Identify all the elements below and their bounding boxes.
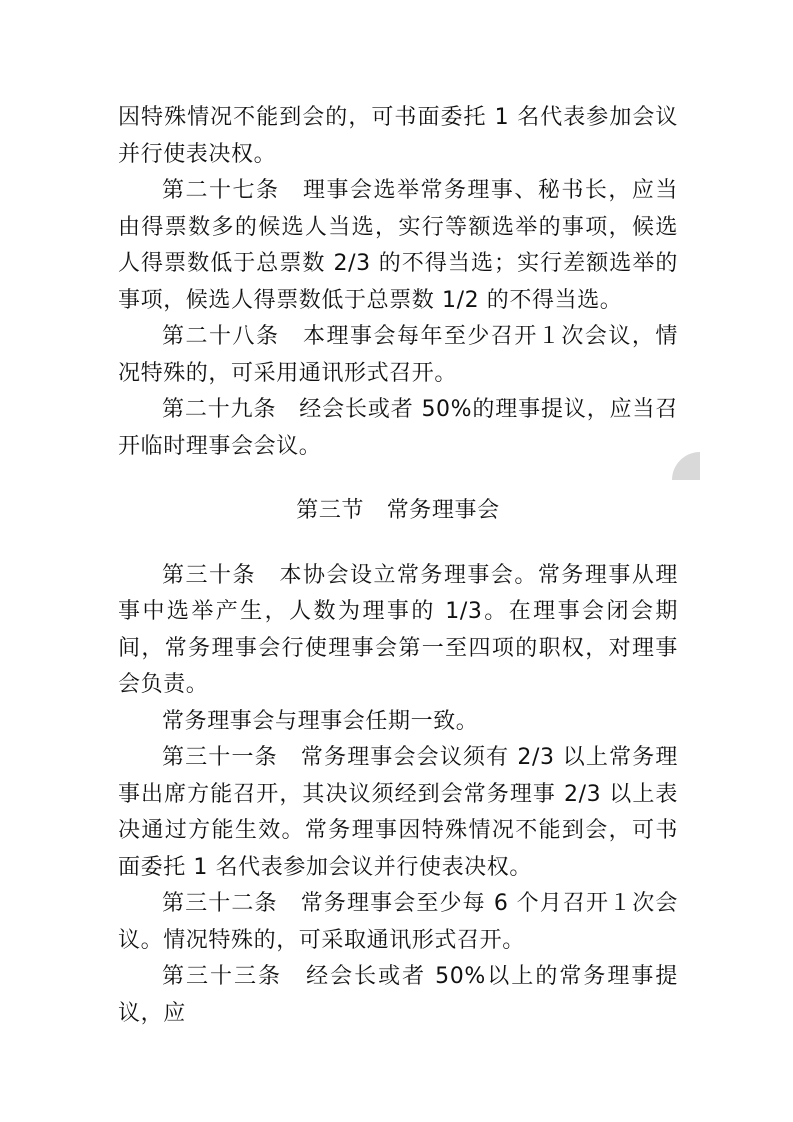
paragraph-continuation: 因特殊情况不能到会的，可书面委托 1 名代表参加会议并行使表决权。 [118, 105, 678, 167]
article-28: 第二十八条 本理事会每年至少召开１次会议，情况特殊的，可采用通讯形式召开。 [118, 324, 678, 386]
article-32: 第三十二条 常务理事会至少每 6 个月召开１次会议。情况特殊的，可采取通讯形式召开。 [118, 891, 678, 953]
article-27: 第二十七条 理事会选举常务理事、秘书长，应当由得票数多的候选人当选，实行等额选举的事项，候选人得票数低于总票数 2/3 的不得当选；实行差额选举的事项，候选人得票数低于总票数 1/2 的不得当选。 [118, 178, 678, 313]
document-page [118, 100, 678, 1032]
article-33: 第三十三条 经会长或者 50%以上的常务理事提议，应 [118, 964, 678, 1026]
article-29: 第二十九条 经会长或者 50%的理事提议，应当召开临时理事会会议。 [118, 397, 678, 459]
term-note: 常务理事会与理事会任期一致。 [162, 708, 479, 734]
article-30: 第三十条 本协会设立常务理事会。常务理事从理事中选举产生，人数为理事的 1/3。在理事会闭会期间，常务理事会行使理事会第一至四项的职权，对理事会负责。 [118, 562, 678, 697]
section-title: 第三节 常务理事会 [296, 498, 500, 523]
article-31: 第三十一条 常务理事会会议须有 2/3 以上常务理事出席方能召开，其决议须经到会常务理事 2/3 以上表决通过方能生效。常务理事因特殊情况不能到会，可书面委托 1 名代表参加会议并行使表决权。 [118, 745, 678, 880]
